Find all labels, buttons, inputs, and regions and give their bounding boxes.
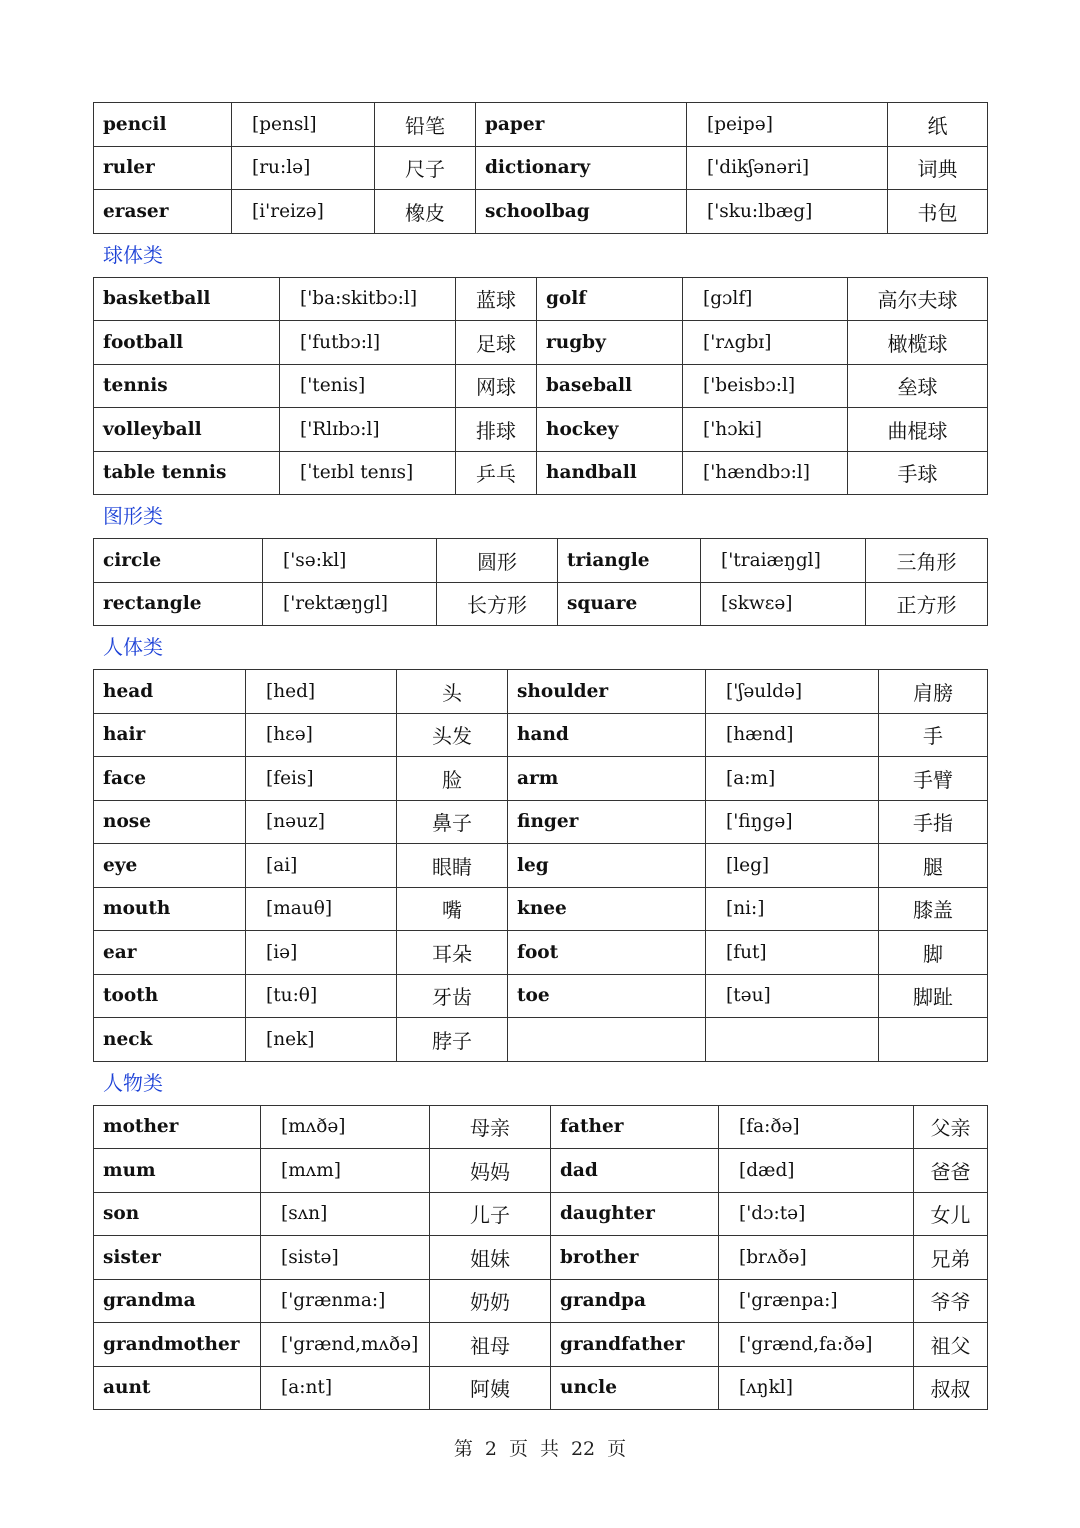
word-en: mother — [94, 1105, 261, 1149]
word-en: sister — [94, 1236, 261, 1280]
word-zh: 长方形 — [437, 582, 558, 626]
phonetic: ['grænpa:] — [719, 1279, 914, 1323]
phonetic: [hænd] — [706, 713, 879, 757]
word-zh: 儿子 — [430, 1192, 551, 1236]
phonetic: [fut] — [706, 931, 879, 975]
table-row — [94, 103, 988, 147]
phonetic: [peipə] — [687, 103, 888, 147]
phonetic: [pensl] — [232, 103, 375, 147]
word-zh: 祖母 — [430, 1323, 551, 1367]
phonetic: [dæd] — [719, 1149, 914, 1193]
phonetic: ['hɔki] — [683, 408, 848, 452]
word-zh: 铅笔 — [375, 103, 476, 147]
word-en — [508, 1018, 706, 1062]
phonetic: ['ʃəuldə] — [706, 670, 879, 714]
word-zh: 尺子 — [375, 146, 476, 190]
vocab-table — [93, 1105, 988, 1411]
word-zh: 鼻子 — [397, 800, 508, 844]
phonetic: [ru:lə] — [232, 146, 375, 190]
table-row — [94, 321, 988, 365]
phonetic: [ai] — [246, 844, 397, 888]
word-zh: 阿姨 — [430, 1366, 551, 1410]
word-zh: 正方形 — [866, 582, 988, 626]
word-en: hockey — [537, 408, 683, 452]
phonetic: [feis] — [246, 757, 397, 801]
word-zh: 网球 — [456, 364, 537, 408]
footer-prefix: 第 — [453, 1438, 473, 1460]
word-en: dictionary — [476, 146, 687, 190]
word-en: neck — [94, 1018, 246, 1062]
phonetic: ['traiæŋgl] — [701, 539, 866, 583]
word-en: mum — [94, 1149, 261, 1193]
word-en: rugby — [537, 321, 683, 365]
word-zh: 兄弟 — [914, 1236, 988, 1280]
phonetic: ['fiŋgə] — [706, 800, 879, 844]
word-zh: 腿 — [879, 844, 988, 888]
word-en: mouth — [94, 887, 246, 931]
phonetic: [mʌm] — [261, 1149, 430, 1193]
table-row — [94, 539, 988, 583]
phonetic: ['ba:skitbɔ:l] — [280, 277, 456, 321]
phonetic: ['sə:kl] — [263, 539, 437, 583]
table-row — [94, 844, 988, 888]
table-row — [94, 146, 988, 190]
word-zh: 嘴 — [397, 887, 508, 931]
word-zh: 垒球 — [848, 364, 988, 408]
table-row — [94, 1149, 988, 1193]
word-zh: 眼睛 — [397, 844, 508, 888]
table-row — [94, 364, 988, 408]
word-en: head — [94, 670, 246, 714]
word-zh: 手球 — [848, 451, 988, 495]
word-zh: 头发 — [397, 713, 508, 757]
word-en: grandfather — [551, 1323, 719, 1367]
vocab-table — [93, 102, 988, 234]
word-en: uncle — [551, 1366, 719, 1410]
vocab-table — [93, 538, 988, 626]
word-zh: 母亲 — [430, 1105, 551, 1149]
word-zh: 书包 — [888, 190, 988, 234]
word-en: dad — [551, 1149, 719, 1193]
table-row — [94, 1366, 988, 1410]
phonetic: [gɔlf] — [683, 277, 848, 321]
phonetic: [leg] — [706, 844, 879, 888]
page-footer — [0, 1434, 1080, 1461]
word-en: rectangle — [94, 582, 263, 626]
phonetic — [706, 1018, 879, 1062]
word-en: nose — [94, 800, 246, 844]
footer-page-char: 页 — [508, 1438, 528, 1460]
word-en: toe — [508, 974, 706, 1018]
phonetic: [sistə] — [261, 1236, 430, 1280]
word-zh: 耳朵 — [397, 931, 508, 975]
phonetic: [sʌn] — [261, 1192, 430, 1236]
phonetic: ['tenis] — [280, 364, 456, 408]
phonetic: [hed] — [246, 670, 397, 714]
footer-suffix: 页 — [607, 1438, 627, 1460]
phonetic: [mauθ] — [246, 887, 397, 931]
phonetic: ['hændbɔ:l] — [683, 451, 848, 495]
table-row — [94, 670, 988, 714]
phonetic: ['grænma:] — [261, 1279, 430, 1323]
word-en: shoulder — [508, 670, 706, 714]
word-en: arm — [508, 757, 706, 801]
phonetic: ['dikʃənəri] — [687, 146, 888, 190]
word-en: handball — [537, 451, 683, 495]
word-zh: 圆形 — [437, 539, 558, 583]
table-row — [94, 887, 988, 931]
phonetic: [brʌðə] — [719, 1236, 914, 1280]
phonetic: [nəuz] — [246, 800, 397, 844]
word-en: eraser — [94, 190, 232, 234]
phonetic: ['grænd,mʌðə] — [261, 1323, 430, 1367]
word-en: table tennis — [94, 451, 280, 495]
word-zh: 女儿 — [914, 1192, 988, 1236]
word-en: finger — [508, 800, 706, 844]
table-row — [94, 1192, 988, 1236]
word-en: volleyball — [94, 408, 280, 452]
phonetic: [hεə] — [246, 713, 397, 757]
word-zh: 乒乓 — [456, 451, 537, 495]
word-zh: 手指 — [879, 800, 988, 844]
word-zh: 妈妈 — [430, 1149, 551, 1193]
phonetic: [ni:] — [706, 887, 879, 931]
word-en: circle — [94, 539, 263, 583]
word-en: hair — [94, 713, 246, 757]
word-zh: 纸 — [888, 103, 988, 147]
word-zh: 牙齿 — [397, 974, 508, 1018]
phonetic: [təu] — [706, 974, 879, 1018]
word-en: triangle — [558, 539, 701, 583]
word-en: knee — [508, 887, 706, 931]
word-en: ruler — [94, 146, 232, 190]
phonetic: [skwεə] — [701, 582, 866, 626]
table-row — [94, 277, 988, 321]
word-zh: 奶奶 — [430, 1279, 551, 1323]
word-zh — [879, 1018, 988, 1062]
table-row — [94, 1018, 988, 1062]
word-zh: 叔叔 — [914, 1366, 988, 1410]
table-row — [94, 1105, 988, 1149]
word-zh: 脚 — [879, 931, 988, 975]
phonetic: ['grænd,fa:ðə] — [719, 1323, 914, 1367]
word-en: tennis — [94, 364, 280, 408]
word-en: golf — [537, 277, 683, 321]
word-zh: 曲棍球 — [848, 408, 988, 452]
word-zh: 姐妹 — [430, 1236, 551, 1280]
word-en: aunt — [94, 1366, 261, 1410]
word-en: leg — [508, 844, 706, 888]
table-row — [94, 582, 988, 626]
phonetic: ['sku:lbæg] — [687, 190, 888, 234]
phonetic: [mʌðə] — [261, 1105, 430, 1149]
table-row — [94, 408, 988, 452]
word-zh: 橡皮 — [375, 190, 476, 234]
vocab-table — [93, 669, 988, 1062]
word-zh: 肩膀 — [879, 670, 988, 714]
table-row — [94, 974, 988, 1018]
word-en: son — [94, 1192, 261, 1236]
word-en: eye — [94, 844, 246, 888]
word-zh: 高尔夫球 — [848, 277, 988, 321]
word-en: schoolbag — [476, 190, 687, 234]
word-en: face — [94, 757, 246, 801]
word-zh: 橄榄球 — [848, 321, 988, 365]
word-zh: 排球 — [456, 408, 537, 452]
footer-total-prefix: 共 — [539, 1438, 559, 1460]
footer-current-page: 2 — [484, 1438, 497, 1460]
word-en: paper — [476, 103, 687, 147]
word-zh: 祖父 — [914, 1323, 988, 1367]
table-row — [94, 1279, 988, 1323]
table-row — [94, 931, 988, 975]
word-en: grandma — [94, 1279, 261, 1323]
phonetic: [a:m] — [706, 757, 879, 801]
vocabulary-page — [93, 102, 987, 1410]
word-en: hand — [508, 713, 706, 757]
word-zh: 头 — [397, 670, 508, 714]
word-zh: 爸爸 — [914, 1149, 988, 1193]
word-en: brother — [551, 1236, 719, 1280]
phonetic: ['beisbɔ:l] — [683, 364, 848, 408]
phonetic: [nek] — [246, 1018, 397, 1062]
word-zh: 父亲 — [914, 1105, 988, 1149]
word-zh: 脖子 — [397, 1018, 508, 1062]
word-en: foot — [508, 931, 706, 975]
word-en: football — [94, 321, 280, 365]
word-en: grandpa — [551, 1279, 719, 1323]
word-en: square — [558, 582, 701, 626]
word-en: basketball — [94, 277, 280, 321]
word-zh: 爷爷 — [914, 1279, 988, 1323]
phonetic: ['dɔ:tə] — [719, 1192, 914, 1236]
table-row — [94, 451, 988, 495]
word-en: father — [551, 1105, 719, 1149]
table-row — [94, 1323, 988, 1367]
phonetic: [ˈteɪbl tenɪs] — [280, 451, 456, 495]
word-zh: 蓝球 — [456, 277, 537, 321]
word-zh: 脸 — [397, 757, 508, 801]
phonetic: [i'reizə] — [232, 190, 375, 234]
table-row — [94, 713, 988, 757]
section-heading: 人体类 — [103, 635, 163, 659]
word-en: grandmother — [94, 1323, 261, 1367]
word-en: pencil — [94, 103, 232, 147]
section-heading: 人物类 — [103, 1070, 163, 1095]
word-zh: 足球 — [456, 321, 537, 365]
word-zh: 手 — [879, 713, 988, 757]
table-row — [94, 757, 988, 801]
phonetic: [tu:θ] — [246, 974, 397, 1018]
section-heading: 图形类 — [103, 504, 163, 528]
word-en: daughter — [551, 1192, 719, 1236]
table-row — [94, 190, 988, 234]
phonetic: ['rʌgbɪ] — [683, 321, 848, 365]
phonetic: [a:nt] — [261, 1366, 430, 1410]
word-en: ear — [94, 931, 246, 975]
phonetic: [iə] — [246, 931, 397, 975]
phonetic: ['Rlɪbɔ:l] — [280, 408, 456, 452]
word-zh: 脚趾 — [879, 974, 988, 1018]
phonetic: ['rektæŋgl] — [263, 582, 437, 626]
table-row — [94, 800, 988, 844]
section-heading: 球体类 — [103, 242, 163, 267]
word-en: baseball — [537, 364, 683, 408]
vocab-table — [93, 277, 988, 496]
word-zh: 词典 — [888, 146, 988, 190]
word-en: tooth — [94, 974, 246, 1018]
phonetic: ['futbɔ:l] — [280, 321, 456, 365]
word-zh: 膝盖 — [879, 887, 988, 931]
footer-total-pages: 22 — [570, 1438, 596, 1460]
phonetic: [fa:ðə] — [719, 1105, 914, 1149]
word-zh: 三角形 — [866, 539, 988, 583]
phonetic: [ʌŋkl] — [719, 1366, 914, 1410]
table-row — [94, 1236, 988, 1280]
word-zh: 手臂 — [879, 757, 988, 801]
